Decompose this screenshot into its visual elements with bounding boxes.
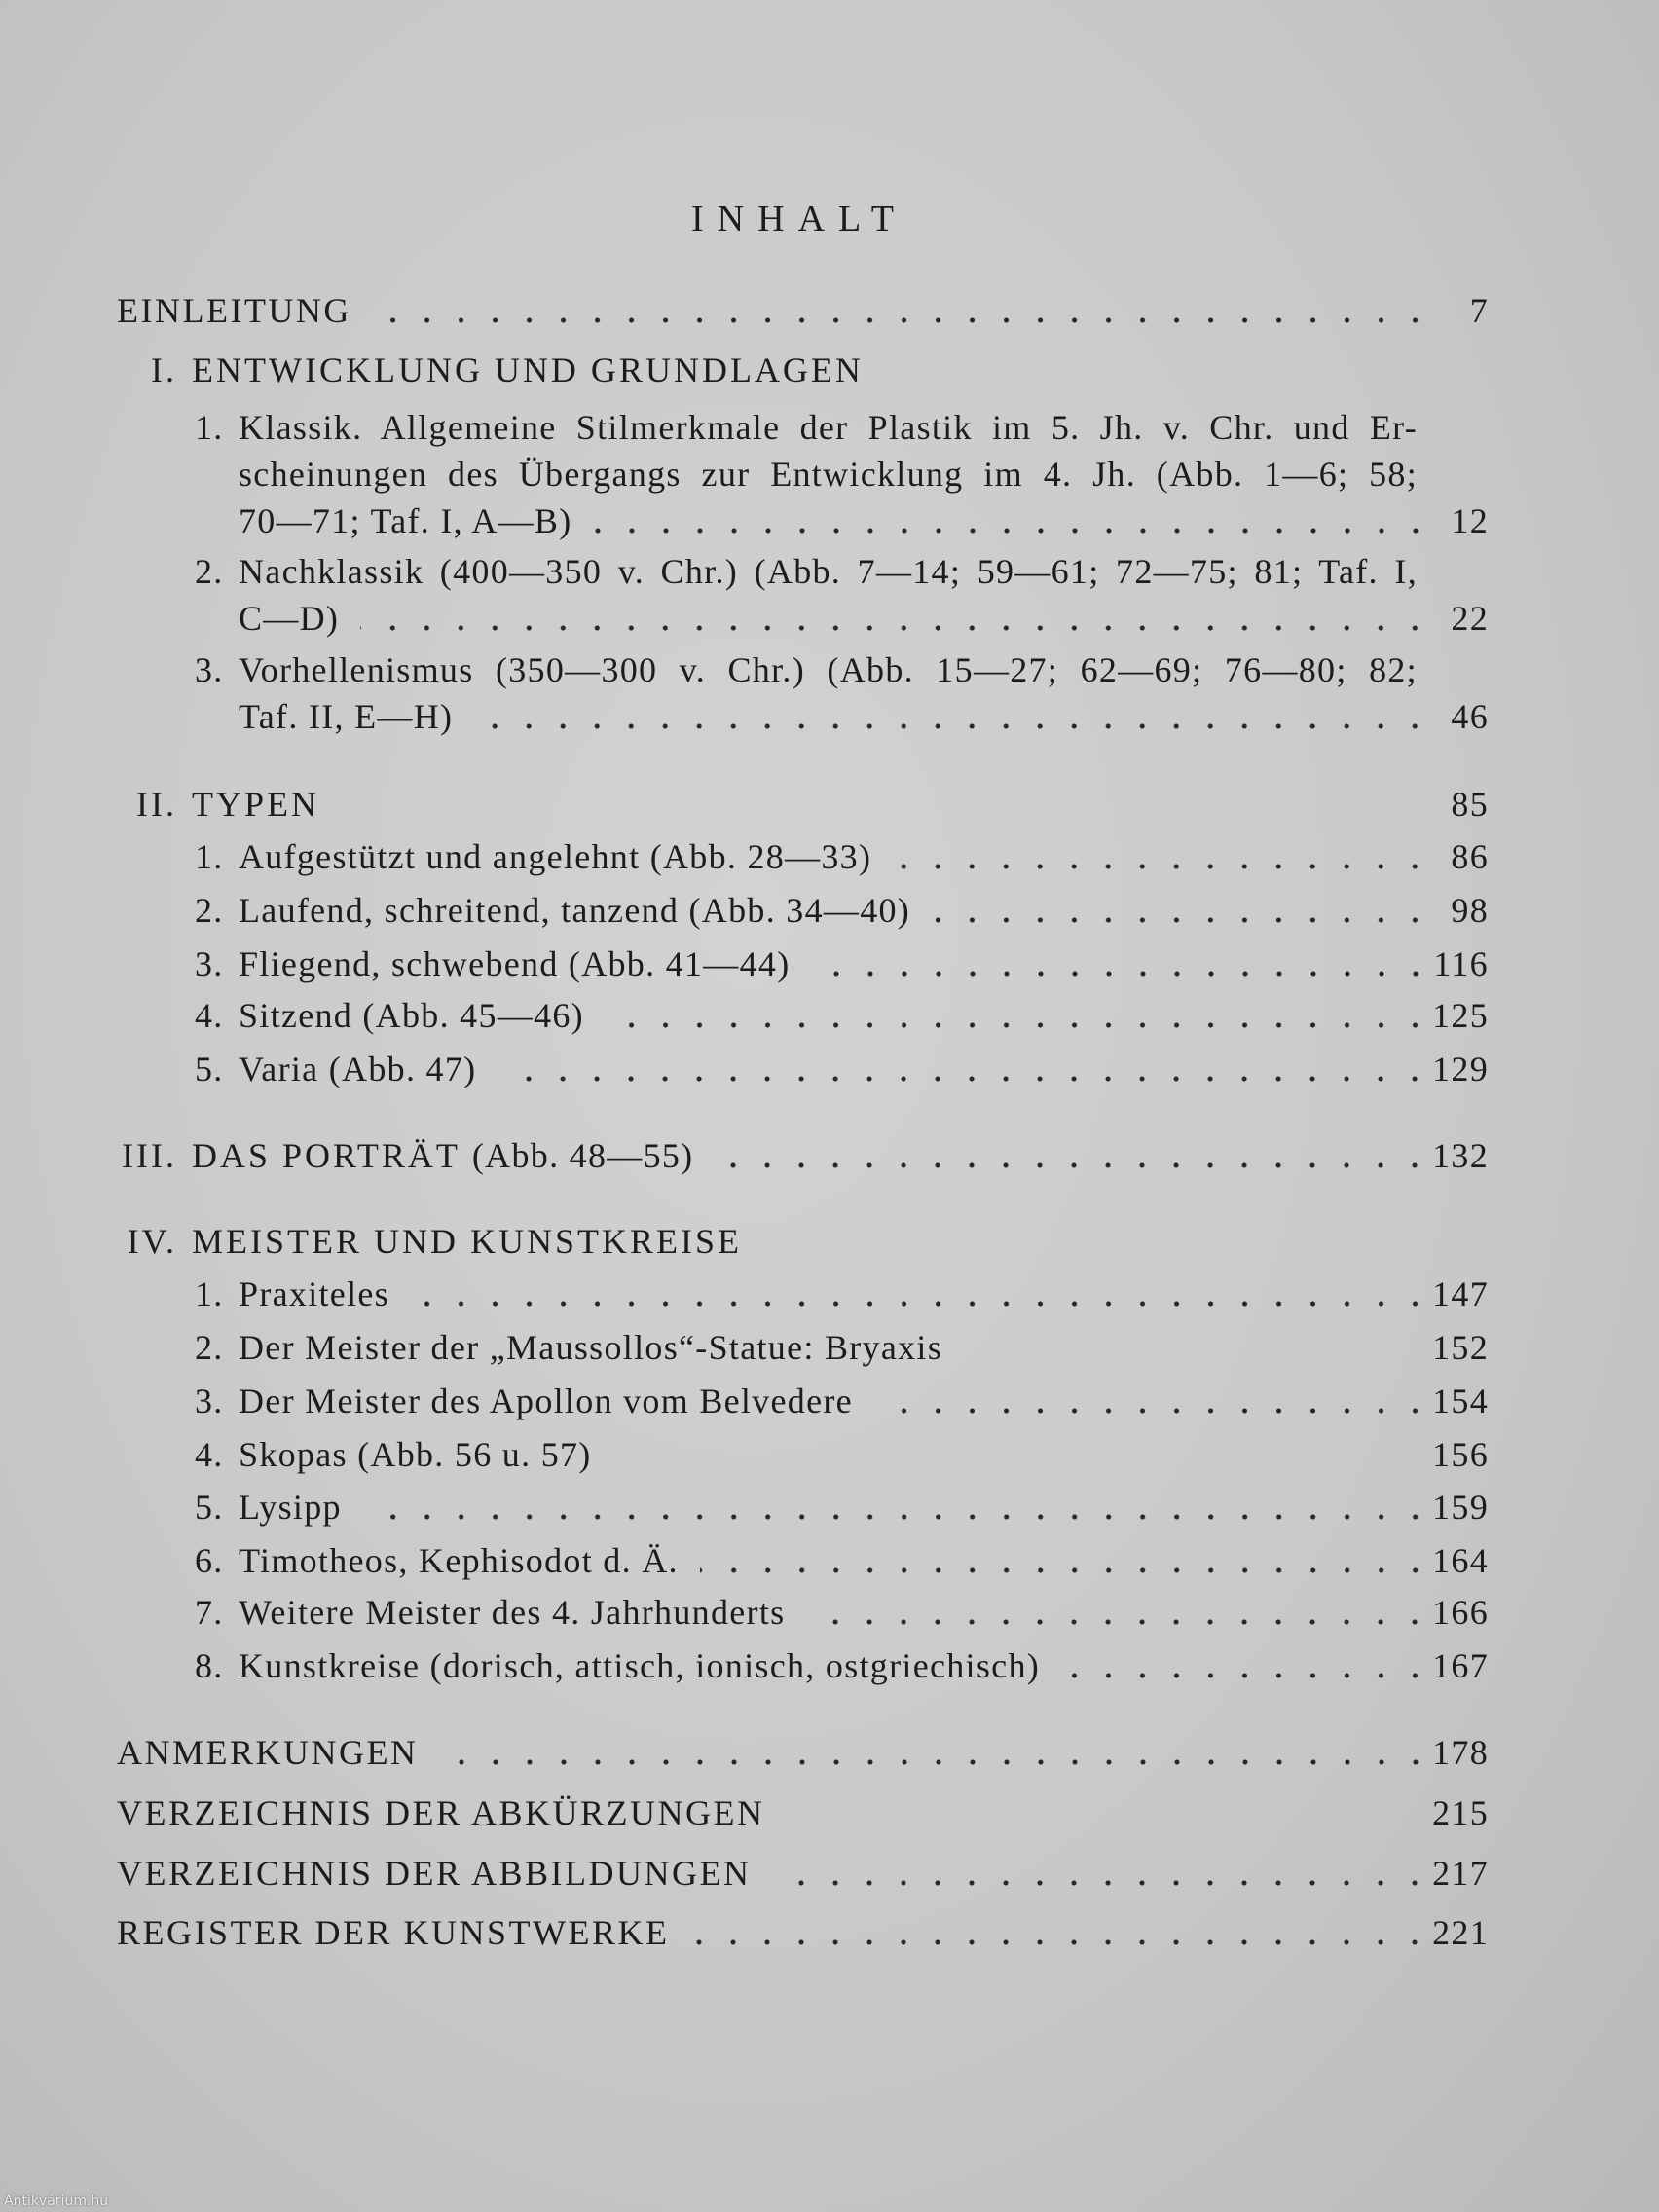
entry-number: 4.	[195, 996, 224, 1035]
dot-leader	[1061, 1642, 1432, 1689]
entry-number: 1.	[195, 1274, 224, 1313]
entry-label: Fliegend, schwebend (Abb. 41—44)	[239, 944, 791, 983]
entry-number: 4.	[195, 1435, 224, 1474]
section-heading-1	[117, 347, 1489, 393]
toc-entry-abkuerzungen	[117, 1789, 1489, 1836]
entry-number: 3.	[195, 1382, 224, 1420]
dot-leader	[498, 1046, 1432, 1092]
dot-leader	[690, 1909, 1432, 1956]
dot-leader	[874, 1378, 1432, 1424]
toc-subentry	[195, 833, 1489, 880]
page-number: 164	[1432, 1541, 1489, 1580]
page-number: 129	[1432, 1050, 1489, 1088]
page-number: 215	[1432, 1793, 1489, 1832]
toc-subentry	[195, 1271, 1489, 1317]
page-number: 166	[1432, 1593, 1489, 1632]
section-numeral: II.	[136, 785, 177, 824]
entry-number: 1.	[195, 408, 224, 447]
section-title: DAS PORTRÄT	[192, 1136, 461, 1175]
toc-entry-label: VERZEICHNIS DER ABKÜRZUNGEN	[117, 1793, 765, 1832]
dot-leader	[474, 693, 1432, 740]
dot-leader	[360, 595, 1432, 642]
entry-text-line: Nachklassik (400—350 v. Chr.) (Abb. 7—14; 59—61; 72—75; 81; Taf. I,	[239, 552, 1418, 591]
toc-subentry	[195, 646, 1489, 693]
entry-label: Sitzend (Abb. 45—46)	[239, 996, 584, 1035]
entry-text-line: Vorhellenismus (350—300 v. Chr.) (Abb. 15—27; 62—69; 76—80; 82;	[239, 650, 1418, 689]
page-number: 98	[1451, 891, 1489, 930]
page-number: 116	[1433, 944, 1489, 983]
page-number: 178	[1432, 1733, 1489, 1772]
toc-entry-abbildungen	[117, 1850, 1489, 1897]
section-numeral: III.	[122, 1136, 177, 1175]
section-title: TYPEN	[192, 785, 319, 824]
toc-entry-label: EINLEITUNG	[117, 291, 351, 330]
entry-label: Kunstkreise (dorisch, attisch, ionisch, ostgriechisch)	[239, 1646, 1041, 1685]
entry-label: Timotheos, Kephisodot d. Ä.	[239, 1541, 679, 1580]
entry-label: Weitere Meister des 4. Jahrhunderts	[239, 1593, 786, 1632]
dot-leader	[893, 833, 1432, 880]
section-heading-3	[117, 1132, 1489, 1179]
entry-text-line: C—D)	[239, 599, 340, 638]
dot-leader	[411, 1271, 1432, 1317]
entry-label: Praxiteles	[239, 1274, 389, 1313]
entry-number: 5.	[195, 1488, 224, 1527]
page-number: 152	[1432, 1328, 1489, 1367]
dot-leader	[363, 1484, 1432, 1530]
entry-label: Der Meister der „Maussollos“-Statue: Bryaxis	[239, 1328, 943, 1367]
toc-subentry	[195, 887, 1489, 934]
entry-text-line: scheinungen des Übergangs zur Entwicklung im 4. Jh. (Abb. 1—6; 58;	[239, 455, 1418, 494]
toc-entry-register	[117, 1909, 1489, 1956]
entry-label: Der Meister des Apollon vom Belvedere	[239, 1382, 853, 1420]
toc-subentry	[195, 1642, 1489, 1689]
dot-leader	[812, 940, 1433, 987]
toc-entry-einleitung	[117, 287, 1489, 334]
toc-subentry	[195, 548, 1489, 595]
entry-number: 3.	[195, 650, 224, 689]
page-number: 159	[1432, 1488, 1489, 1527]
toc-subentry	[195, 1378, 1489, 1424]
page-number: 85	[1451, 785, 1489, 824]
dot-leader	[606, 992, 1432, 1039]
entry-label: Laufend, schreitend, tanzend (Abb. 34—40)	[239, 891, 911, 930]
entry-text-line: Klassik. Allgemeine Stilmerkmale der Plastik im 5. Jh. v. Chr. und Er-	[239, 408, 1418, 447]
entry-number: 1.	[195, 837, 224, 876]
entry-number: 2.	[195, 552, 224, 591]
section-title: ENTWICKLUNG UND GRUNDLAGEN	[192, 350, 864, 389]
toc-subentry	[195, 1431, 1489, 1478]
page-title: INHALT	[691, 199, 907, 240]
dot-leader	[806, 1589, 1432, 1636]
toc-subentry-continuation	[195, 451, 1489, 498]
toc-entry-label: VERZEICHNIS DER ABBILDUNGEN	[117, 1854, 752, 1893]
page-number: 22	[1451, 599, 1489, 638]
section-note: (Abb. 48—55)	[471, 1136, 694, 1175]
entry-number: 3.	[195, 944, 224, 983]
toc-subentry-continuation	[195, 693, 1489, 740]
toc-entry-anmerkungen	[117, 1729, 1489, 1776]
entry-number: 2.	[195, 891, 224, 930]
entry-label: Skopas (Abb. 56 u. 57)	[239, 1435, 592, 1474]
entry-number: 5.	[195, 1050, 224, 1088]
page-number: 156	[1432, 1435, 1489, 1474]
toc-subentry	[195, 1484, 1489, 1530]
page-number: 167	[1432, 1646, 1489, 1685]
watermark: Antikvárium.hu	[4, 2194, 109, 2209]
dot-leader	[440, 1729, 1433, 1776]
toc-subentry-continuation	[195, 595, 1489, 642]
toc-subentry	[195, 940, 1489, 987]
entry-number: 7.	[195, 1593, 224, 1632]
dot-leader	[373, 287, 1432, 334]
toc-subentry	[195, 1589, 1489, 1636]
entry-label: Varia (Abb. 47)	[239, 1050, 477, 1088]
page-number: 217	[1432, 1854, 1489, 1893]
toc-subentry	[195, 1324, 1489, 1371]
section-title: MEISTER UND KUNSTKREISE	[192, 1222, 743, 1261]
section-numeral: IV.	[127, 1222, 177, 1261]
toc-entry-label: ANMERKUNGEN	[117, 1733, 419, 1772]
entry-number: 2.	[195, 1328, 224, 1367]
page-number: 46	[1451, 697, 1489, 736]
page-number: 132	[1432, 1136, 1489, 1175]
entry-number: 6.	[195, 1541, 224, 1580]
entry-label: Lysipp	[239, 1488, 342, 1527]
toc-subentry-continuation	[195, 498, 1489, 544]
dot-leader	[715, 1132, 1432, 1179]
toc-subentry	[195, 404, 1489, 451]
dot-leader	[700, 1537, 1432, 1584]
entry-number: 8.	[195, 1646, 224, 1685]
entry-text-line: Taf. II, E—H)	[239, 697, 454, 736]
page-number: 221	[1432, 1913, 1489, 1952]
section-heading-2	[117, 781, 1489, 828]
page-number: 12	[1451, 501, 1489, 540]
page-number: 147	[1432, 1274, 1489, 1313]
dot-leader	[772, 1850, 1432, 1897]
dot-leader	[932, 887, 1432, 934]
toc-subentry	[195, 1046, 1489, 1092]
section-numeral: I.	[151, 350, 177, 389]
page-number: 86	[1451, 837, 1489, 876]
entry-label: Aufgestützt und angelehnt (Abb. 28—33)	[239, 837, 872, 876]
entry-text-line: 70—71; Taf. I, A—B)	[239, 501, 572, 540]
toc-subentry	[195, 1537, 1489, 1584]
section-heading-4	[117, 1218, 1489, 1265]
page-number: 7	[1469, 291, 1489, 330]
toc-entry-label: REGISTER DER KUNSTWERKE	[117, 1913, 670, 1952]
toc-subentry	[195, 992, 1489, 1039]
dot-leader	[594, 498, 1433, 544]
page-number: 154	[1432, 1382, 1489, 1420]
page-number: 125	[1432, 996, 1489, 1035]
